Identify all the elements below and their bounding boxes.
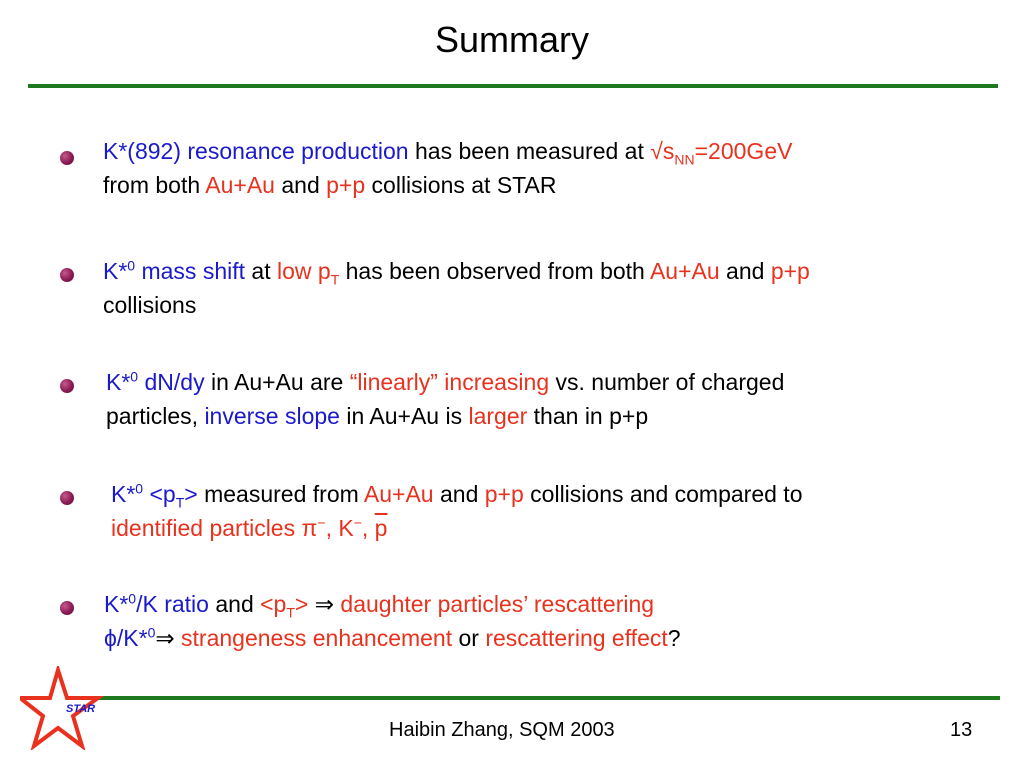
text-run: Au+Au	[205, 172, 275, 198]
text-run: <p	[260, 591, 287, 617]
text-run: collisions	[103, 292, 197, 318]
text-run: ⇒	[155, 625, 182, 651]
text-run: ϕ/K*	[104, 625, 148, 651]
text-run: 0	[127, 257, 136, 274]
text-run: $\overline{p}$	[374, 515, 388, 541]
text-run: strangeness enhancement	[181, 625, 453, 651]
bullet-dot	[60, 491, 74, 505]
text-run: p+p	[484, 481, 524, 507]
text-run: ?	[667, 625, 681, 651]
logo-text: STAR	[66, 703, 96, 715]
text-run: 0	[135, 480, 144, 497]
text-run: p+p	[770, 258, 810, 284]
text-run: −	[317, 514, 326, 531]
bullet-dot	[60, 151, 74, 165]
text-run: √s	[650, 138, 675, 164]
bullet-dot	[60, 268, 74, 282]
text-run: K*	[104, 591, 129, 617]
bullet-5-line-2	[104, 621, 681, 655]
bullet-3-line-1	[106, 365, 784, 399]
text-run: K*	[103, 258, 128, 284]
text-run: in Au+Au is	[339, 403, 469, 429]
text-run: and	[274, 172, 327, 198]
text-run: Au+Au	[363, 481, 434, 507]
star-logo	[20, 666, 104, 750]
text-run: and	[208, 591, 261, 617]
text-run: NN	[674, 151, 695, 168]
slide-title: Summary	[434, 19, 590, 60]
text-run: daughter particles’ rescattering	[340, 591, 655, 617]
text-run: has been measured at	[408, 138, 651, 164]
text-run: inverse slope	[204, 403, 340, 429]
text-run: T	[175, 494, 185, 511]
text-run: K*(892) resonance production	[103, 138, 409, 164]
text-run: at	[245, 258, 277, 284]
text-run: >	[184, 481, 198, 507]
text-run: >	[294, 591, 309, 617]
bullet-4-line-1	[111, 477, 803, 511]
text-run: T	[286, 604, 295, 621]
text-run: in Au+Au are	[204, 369, 350, 395]
text-run: and	[433, 481, 485, 507]
text-run: 0	[147, 624, 156, 641]
text-run: /K ratio	[136, 591, 209, 617]
bullet-3-line-2	[106, 399, 648, 433]
bullet-2-line-1	[103, 254, 810, 288]
text-run: K*	[111, 481, 136, 507]
text-run: “linearly” increasing	[349, 369, 550, 395]
page-number: 13	[950, 719, 973, 741]
text-run: −	[353, 514, 362, 531]
footer-author: Haibin Zhang, SQM 2003	[389, 719, 615, 741]
text-run: collisions at STAR	[365, 172, 557, 198]
bullet-dot	[60, 601, 74, 615]
text-run: particles,	[106, 403, 205, 429]
top-divider	[28, 84, 998, 88]
text-run: 0	[130, 368, 139, 385]
text-run: or	[452, 625, 486, 651]
text-run: ,	[361, 515, 375, 541]
text-run: larger	[468, 403, 528, 429]
bullet-dot	[60, 379, 74, 393]
text-run: p+p	[326, 172, 366, 198]
bullet-2-line-2	[103, 288, 196, 322]
text-run: <p	[143, 481, 176, 507]
text-run: mass shift	[135, 258, 246, 284]
text-run: measured from	[197, 481, 364, 507]
text-run: than in p+p	[527, 403, 649, 429]
text-run: , K	[325, 515, 354, 541]
bullet-4-line-2	[111, 511, 387, 545]
bullet-1-line-1	[103, 134, 792, 168]
text-run: dN/dy	[138, 369, 205, 395]
text-run: 0	[128, 590, 137, 607]
text-run: vs. number of charged	[549, 369, 785, 395]
text-run: has been observed from both	[339, 258, 650, 284]
text-run: rescattering effect	[485, 625, 668, 651]
bullet-5-line-1	[104, 587, 654, 621]
text-run: identified particles π	[111, 515, 318, 541]
text-run: Au+Au	[649, 258, 720, 284]
text-run: from both	[103, 172, 206, 198]
bottom-divider	[28, 696, 1000, 700]
bullet-1-line-2	[103, 168, 556, 202]
text-run: collisions and compared to	[523, 481, 803, 507]
text-run: ⇒	[308, 591, 341, 617]
text-run: =200GeV	[694, 138, 793, 164]
text-run: K*	[106, 369, 131, 395]
text-run: low p	[276, 258, 331, 284]
text-run: T	[330, 271, 340, 288]
text-run: and	[719, 258, 771, 284]
